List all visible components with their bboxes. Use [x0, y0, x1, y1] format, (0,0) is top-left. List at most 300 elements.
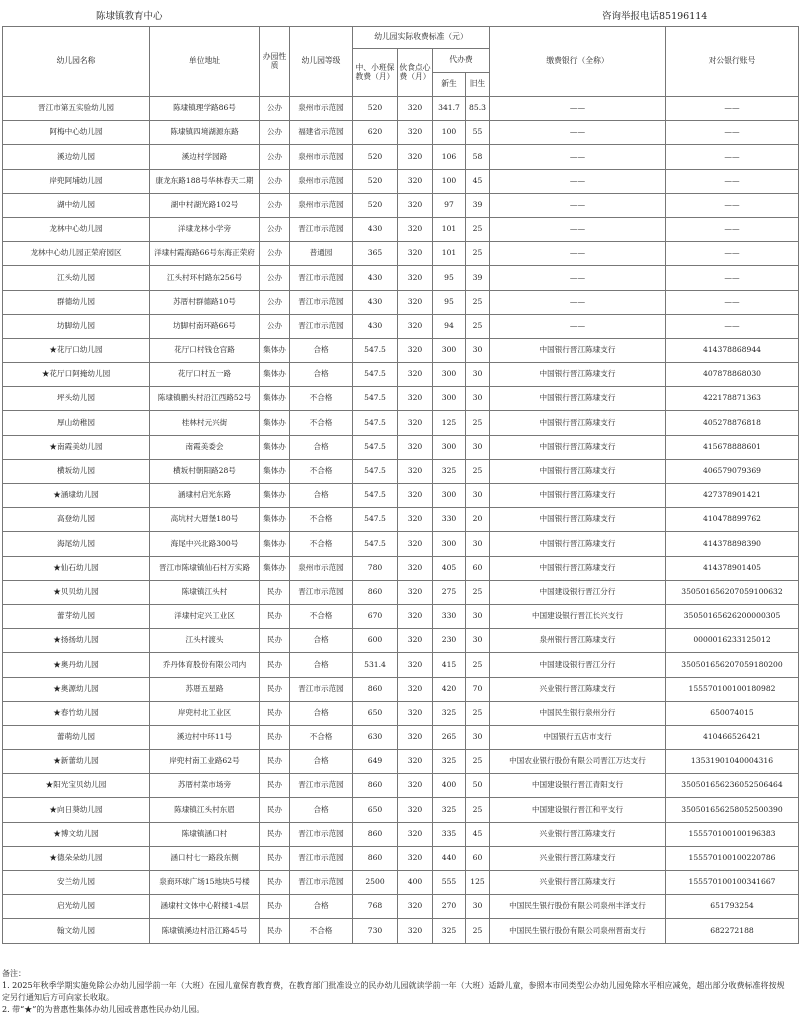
table-row: [3, 798, 799, 822]
cell-account: 35050165625805250039​0: [666, 798, 799, 822]
cell-level: 合格: [290, 363, 353, 387]
cell-new: 405: [433, 556, 466, 580]
cell-level: 晋江市示范园: [290, 774, 353, 798]
cell-name: 阿梅中心幼儿园: [3, 121, 150, 145]
cell-meal: 320: [398, 919, 433, 943]
cell-account: ——: [666, 266, 799, 290]
cell-new: 325: [433, 701, 466, 725]
table-row: [3, 701, 799, 725]
cell-name: ★奥源幼儿园: [3, 677, 150, 701]
table-row: [3, 919, 799, 943]
col-name: 幼儿园名称: [3, 27, 150, 97]
cell-account: ——: [666, 242, 799, 266]
cell-fee: 600: [353, 629, 398, 653]
cell-new: 325: [433, 919, 466, 943]
cell-nature: 集体办: [260, 435, 290, 459]
cell-address: 花厅口村五一路: [150, 363, 260, 387]
cell-account: 155570100100341667: [666, 871, 799, 895]
cell-new: 95: [433, 266, 466, 290]
cell-meal: 320: [398, 822, 433, 846]
cell-bank: 中国银行晋江陈埭支行: [490, 435, 666, 459]
notes-title: 备注：: [2, 969, 26, 978]
cell-account: 414378901405: [666, 556, 799, 580]
cell-old: 20: [466, 508, 490, 532]
cell-meal: 320: [398, 145, 433, 169]
cell-bank: 中国银行晋江陈埭支行: [490, 338, 666, 362]
cell-fee: 547.5: [353, 387, 398, 411]
cell-account: ——: [666, 97, 799, 121]
cell-fee: 650: [353, 798, 398, 822]
cell-name: 坊脚幼儿园: [3, 314, 150, 338]
cell-old: 55: [466, 121, 490, 145]
cell-old: 30: [466, 604, 490, 628]
table-row: [3, 556, 799, 580]
cell-meal: 320: [398, 338, 433, 362]
col-agency: 代办费: [433, 49, 490, 73]
cell-new: 300: [433, 338, 466, 362]
cell-new: 400: [433, 774, 466, 798]
cell-new: 300: [433, 363, 466, 387]
cell-level: 合格: [290, 484, 353, 508]
cell-old: 25: [466, 290, 490, 314]
cell-old: 30: [466, 363, 490, 387]
cell-meal: 400: [398, 871, 433, 895]
cell-address: 坊脚村南环路66号: [150, 314, 260, 338]
fee-table: [2, 26, 799, 944]
cell-old: 50: [466, 774, 490, 798]
cell-level: 泉州市示范园: [290, 97, 353, 121]
table-row: [3, 532, 799, 556]
cell-account: ——: [666, 169, 799, 193]
cell-fee: 780: [353, 556, 398, 580]
cell-old: 25: [466, 242, 490, 266]
cell-nature: 集体办: [260, 556, 290, 580]
cell-account: 407878868030: [666, 363, 799, 387]
table-row: [3, 242, 799, 266]
cell-fee: 860: [353, 774, 398, 798]
cell-address: 洋埭村霞海路66号东海正荣府: [150, 242, 260, 266]
cell-account: 35050165620705918020​0: [666, 653, 799, 677]
cell-nature: 民办: [260, 604, 290, 628]
cell-meal: 320: [398, 895, 433, 919]
col-bank: 缴费银行（全称）: [490, 27, 666, 97]
cell-old: 25: [466, 919, 490, 943]
cell-bank: ——: [490, 242, 666, 266]
cell-name: 群德幼儿园: [3, 290, 150, 314]
cell-fee: 520: [353, 145, 398, 169]
cell-level: 晋江市示范园: [290, 846, 353, 870]
cell-bank: 中国银行晋江陈埭支行: [490, 387, 666, 411]
cell-fee: 520: [353, 169, 398, 193]
col-childcare: 中、小班保教费（月）: [353, 49, 398, 97]
cell-level: 泉州市示范园: [290, 556, 353, 580]
cell-new: 101: [433, 242, 466, 266]
cell-meal: 320: [398, 532, 433, 556]
cell-level: 晋江市示范园: [290, 822, 353, 846]
table-body: [3, 97, 799, 944]
col-new: 新生: [433, 73, 466, 97]
cell-level: 不合格: [290, 459, 353, 483]
cell-fee: 630: [353, 725, 398, 749]
cell-nature: 集体办: [260, 532, 290, 556]
cell-account: 414378898390: [666, 532, 799, 556]
cell-meal: 320: [398, 363, 433, 387]
cell-address: 岸兜村南工业路62号: [150, 750, 260, 774]
cell-address: 陈埭镇溪边村沿江路45号: [150, 919, 260, 943]
cell-new: 97: [433, 193, 466, 217]
hotline: 咨询举报电话85196114: [602, 11, 708, 22]
cell-bank: 中国民生银行股份有限公司泉州晋南支行: [490, 919, 666, 943]
cell-meal: 320: [398, 725, 433, 749]
col-level: 幼儿园等级: [290, 27, 353, 97]
cell-meal: 320: [398, 242, 433, 266]
cell-bank: 中国银行五店市支行: [490, 725, 666, 749]
cell-nature: 民办: [260, 846, 290, 870]
col-address: 单位地址: [150, 27, 260, 97]
cell-bank: ——: [490, 193, 666, 217]
cell-old: 25: [466, 217, 490, 241]
cell-old: 85.3: [466, 97, 490, 121]
cell-bank: ——: [490, 97, 666, 121]
col-nature: 办园性质: [260, 27, 290, 97]
table-row: [3, 725, 799, 749]
cell-name: ★贝贝幼儿园: [3, 580, 150, 604]
cell-level: 晋江市示范园: [290, 266, 353, 290]
cell-level: 合格: [290, 435, 353, 459]
cell-address: 横坂村朝阳路28号: [150, 459, 260, 483]
cell-account: 35050165623605250646​4: [666, 774, 799, 798]
cell-account: ——: [666, 145, 799, 169]
cell-bank: ——: [490, 314, 666, 338]
table-row: [3, 774, 799, 798]
cell-account: 650074015: [666, 701, 799, 725]
cell-name: 安兰幼儿园: [3, 871, 150, 895]
cell-fee: 620: [353, 121, 398, 145]
col-fee-group: 幼儿园实际收费标准（元）: [353, 27, 490, 49]
cell-bank: 中国银行晋江陈埭支行: [490, 459, 666, 483]
cell-level: 泉州市示范园: [290, 169, 353, 193]
cell-new: 330: [433, 604, 466, 628]
table-row: [3, 145, 799, 169]
cell-fee: 520: [353, 97, 398, 121]
cell-name: ★阳光宝贝幼儿园: [3, 774, 150, 798]
cell-old: 25: [466, 580, 490, 604]
cell-new: 95: [433, 290, 466, 314]
cell-fee: 430: [353, 290, 398, 314]
cell-new: 125: [433, 411, 466, 435]
cell-nature: 民办: [260, 774, 290, 798]
cell-level: 不合格: [290, 919, 353, 943]
cell-name: 坪头幼儿园: [3, 387, 150, 411]
cell-bank: 中国银行晋江陈埭支行: [490, 508, 666, 532]
cell-level: 合格: [290, 629, 353, 653]
cell-meal: 320: [398, 846, 433, 870]
cell-level: 晋江市示范园: [290, 677, 353, 701]
cell-account: 35050165620705910063​2: [666, 580, 799, 604]
table-row: [3, 822, 799, 846]
cell-level: 合格: [290, 798, 353, 822]
cell-address: 苏厝村菜市场旁: [150, 774, 260, 798]
cell-meal: 320: [398, 484, 433, 508]
cell-new: 341.7: [433, 97, 466, 121]
cell-name: 蕾芽幼儿园: [3, 604, 150, 628]
cell-nature: 集体办: [260, 411, 290, 435]
cell-bank: ——: [490, 145, 666, 169]
cell-address: 陈埭镇江头村东眉: [150, 798, 260, 822]
cell-old: 30: [466, 338, 490, 362]
table-row: [3, 629, 799, 653]
cell-new: 94: [433, 314, 466, 338]
cell-old: 45: [466, 169, 490, 193]
cell-bank: 泉州银行晋江陈埭支行: [490, 629, 666, 653]
cell-fee: 768: [353, 895, 398, 919]
cell-nature: 集体办: [260, 338, 290, 362]
cell-fee: 649: [353, 750, 398, 774]
cell-fee: 650: [353, 701, 398, 725]
cell-old: 30: [466, 435, 490, 459]
table-row: [3, 411, 799, 435]
cell-fee: 430: [353, 314, 398, 338]
cell-bank: 中国建设银行晋江分行: [490, 580, 666, 604]
cell-account: 414378868944: [666, 338, 799, 362]
table-row: [3, 314, 799, 338]
cell-new: 325: [433, 750, 466, 774]
cell-account: 410466526421: [666, 725, 799, 749]
cell-name: ★德朵朵幼儿园: [3, 846, 150, 870]
cell-old: 30: [466, 484, 490, 508]
cell-level: 不合格: [290, 411, 353, 435]
cell-name: ★新蕾幼儿园: [3, 750, 150, 774]
cell-account: ——: [666, 290, 799, 314]
cell-nature: 民办: [260, 919, 290, 943]
cell-old: 70: [466, 677, 490, 701]
cell-bank: 中国建设银行晋江分行: [490, 653, 666, 677]
cell-account: ——: [666, 121, 799, 145]
cell-old: 30: [466, 387, 490, 411]
cell-new: 275: [433, 580, 466, 604]
cell-nature: 民办: [260, 750, 290, 774]
cell-address: 陈埭镇鹏头村沿江西路52号: [150, 387, 260, 411]
cell-meal: 320: [398, 508, 433, 532]
cell-meal: 320: [398, 217, 433, 241]
cell-nature: 公办: [260, 242, 290, 266]
table-row: [3, 217, 799, 241]
cell-level: 不合格: [290, 387, 353, 411]
cell-account: 415678888601: [666, 435, 799, 459]
cell-bank: 中国银行晋江陈埭支行: [490, 411, 666, 435]
cell-address: 溪边村中环11号: [150, 725, 260, 749]
cell-old: 30: [466, 532, 490, 556]
cell-old: 60: [466, 556, 490, 580]
cell-level: 晋江市示范园: [290, 580, 353, 604]
cell-old: 45: [466, 822, 490, 846]
cell-meal: 320: [398, 169, 433, 193]
cell-bank: ——: [490, 266, 666, 290]
cell-nature: 公办: [260, 169, 290, 193]
notes-line-1: 1. 2025年秋季学期实施免除公办幼儿园学前一年（大班）在园儿童保育教育费，在教育部门批准设立的民办幼儿园就读学前一年（大班）适龄儿童，参照本市同类型公办幼儿园免除水平相应减免，超出部分收费标准将按规定另行通知后方可向家长收取。: [2, 981, 785, 1002]
cell-old: 60: [466, 846, 490, 870]
cell-level: 晋江市示范园: [290, 290, 353, 314]
cell-meal: 320: [398, 459, 433, 483]
cell-name: 溪边幼儿园: [3, 145, 150, 169]
cell-name: 厚山幼稚园: [3, 411, 150, 435]
cell-address: 泉商环球广场15地块5号楼: [150, 871, 260, 895]
page-header: [0, 0, 800, 26]
table-row: [3, 871, 799, 895]
cell-fee: 860: [353, 822, 398, 846]
cell-fee: 547.5: [353, 532, 398, 556]
cell-bank: 中国建设银行晋江和平支行: [490, 798, 666, 822]
cell-account: 35050165626200000305: [666, 604, 799, 628]
cell-nature: 民办: [260, 701, 290, 725]
cell-bank: 兴业银行晋江陈埭支行: [490, 871, 666, 895]
cell-account: ——: [666, 193, 799, 217]
cell-address: 涵埭村文体中心附楼1-4层: [150, 895, 260, 919]
table-row: [3, 604, 799, 628]
cell-nature: 集体办: [260, 508, 290, 532]
cell-name: ★南霞美幼儿园: [3, 435, 150, 459]
cell-bank: 中国银行晋江陈埭支行: [490, 532, 666, 556]
cell-name: 横坂幼儿园: [3, 459, 150, 483]
cell-new: 440: [433, 846, 466, 870]
cell-address: 溪边村学园路: [150, 145, 260, 169]
cell-meal: 320: [398, 798, 433, 822]
cell-bank: ——: [490, 217, 666, 241]
cell-bank: 中国建设银行晋江青阳支行: [490, 774, 666, 798]
cell-old: 125: [466, 871, 490, 895]
cell-meal: 320: [398, 97, 433, 121]
cell-account: ——: [666, 217, 799, 241]
cell-old: 30: [466, 629, 490, 653]
cell-address: 江头村环村路东256号: [150, 266, 260, 290]
cell-fee: 430: [353, 217, 398, 241]
cell-nature: 公办: [260, 217, 290, 241]
cell-name: 海尾幼儿园: [3, 532, 150, 556]
table-row: [3, 653, 799, 677]
cell-bank: 兴业银行晋江陈埭支行: [490, 822, 666, 846]
cell-name: 蕾萌幼儿园: [3, 725, 150, 749]
cell-level: 不合格: [290, 604, 353, 628]
cell-address: 苏厝五星路: [150, 677, 260, 701]
table-row: [3, 363, 799, 387]
cell-name: ★向日葵幼儿园: [3, 798, 150, 822]
cell-level: 福建省示范园: [290, 121, 353, 145]
cell-old: 25: [466, 798, 490, 822]
cell-account: 0000016233125012: [666, 629, 799, 653]
cell-level: 普通园: [290, 242, 353, 266]
cell-address: 康龙东路188号华林春天二期: [150, 169, 260, 193]
cell-meal: 320: [398, 314, 433, 338]
cell-new: 300: [433, 435, 466, 459]
cell-name: 江头幼儿园: [3, 266, 150, 290]
cell-bank: 兴业银行晋江陈埭支行: [490, 846, 666, 870]
cell-level: 泉州市示范园: [290, 145, 353, 169]
cell-meal: 320: [398, 121, 433, 145]
cell-account: 682272188: [666, 919, 799, 943]
table-row: [3, 484, 799, 508]
cell-name: 启光幼儿园: [3, 895, 150, 919]
cell-account: 155570100100220786: [666, 846, 799, 870]
cell-new: 415: [433, 653, 466, 677]
cell-meal: 320: [398, 701, 433, 725]
col-meal: 伙食点心费（月）: [398, 49, 433, 97]
cell-name: ★扬扬幼儿园: [3, 629, 150, 653]
cell-address: 乔丹体育股份有限公司内: [150, 653, 260, 677]
cell-old: 25: [466, 459, 490, 483]
table-row: [3, 193, 799, 217]
table-row: [3, 459, 799, 483]
cell-fee: 860: [353, 846, 398, 870]
cell-meal: 320: [398, 193, 433, 217]
cell-nature: 公办: [260, 290, 290, 314]
table-row: [3, 846, 799, 870]
cell-nature: 民办: [260, 822, 290, 846]
table-row: [3, 97, 799, 121]
cell-new: 106: [433, 145, 466, 169]
cell-address: 南霞美委会: [150, 435, 260, 459]
cell-nature: 民办: [260, 677, 290, 701]
cell-meal: 320: [398, 387, 433, 411]
cell-fee: 860: [353, 677, 398, 701]
cell-account: 406579079369: [666, 459, 799, 483]
cell-fee: 547.5: [353, 363, 398, 387]
cell-name: 湖中幼儿园: [3, 193, 150, 217]
cell-bank: 中国银行晋江陈埭支行: [490, 484, 666, 508]
cell-address: 涵埭村启光东路: [150, 484, 260, 508]
cell-nature: 集体办: [260, 387, 290, 411]
cell-account: 155570100100180982: [666, 677, 799, 701]
cell-meal: 320: [398, 677, 433, 701]
notes: [2, 968, 792, 1016]
cell-nature: 民办: [260, 895, 290, 919]
cell-address: 苏厝村群德路10号: [150, 290, 260, 314]
cell-name: ★涵埭幼儿园: [3, 484, 150, 508]
cell-fee: 860: [353, 580, 398, 604]
cell-old: 25: [466, 750, 490, 774]
cell-name: 翰文幼儿园: [3, 919, 150, 943]
cell-new: 325: [433, 798, 466, 822]
cell-old: 30: [466, 725, 490, 749]
cell-bank: ——: [490, 169, 666, 193]
cell-fee: 670: [353, 604, 398, 628]
cell-fee: 531.4: [353, 653, 398, 677]
cell-address: 花厅口村钱仓宫路: [150, 338, 260, 362]
cell-address: 晋江市陈埭镇仙石村万实路: [150, 556, 260, 580]
cell-address: 海尾中兴北路300号: [150, 532, 260, 556]
cell-meal: 320: [398, 604, 433, 628]
cell-old: 25: [466, 653, 490, 677]
cell-new: 265: [433, 725, 466, 749]
cell-name: 龙林中心幼儿园正荣府园区: [3, 242, 150, 266]
cell-nature: 公办: [260, 121, 290, 145]
cell-bank: 中国农业银行股份有限公司晋江万达支行: [490, 750, 666, 774]
cell-bank: 中国银行晋江陈埭支行: [490, 556, 666, 580]
cell-level: 不合格: [290, 508, 353, 532]
cell-new: 335: [433, 822, 466, 846]
table-row: [3, 895, 799, 919]
cell-address: 陈埭镇江头村: [150, 580, 260, 604]
cell-old: 39: [466, 193, 490, 217]
cell-level: 合格: [290, 653, 353, 677]
cell-level: 不合格: [290, 532, 353, 556]
cell-old: 39: [466, 266, 490, 290]
cell-fee: 430: [353, 266, 398, 290]
cell-nature: 公办: [260, 314, 290, 338]
cell-meal: 320: [398, 629, 433, 653]
cell-fee: 520: [353, 193, 398, 217]
cell-level: 晋江市示范园: [290, 871, 353, 895]
cell-nature: 民办: [260, 653, 290, 677]
